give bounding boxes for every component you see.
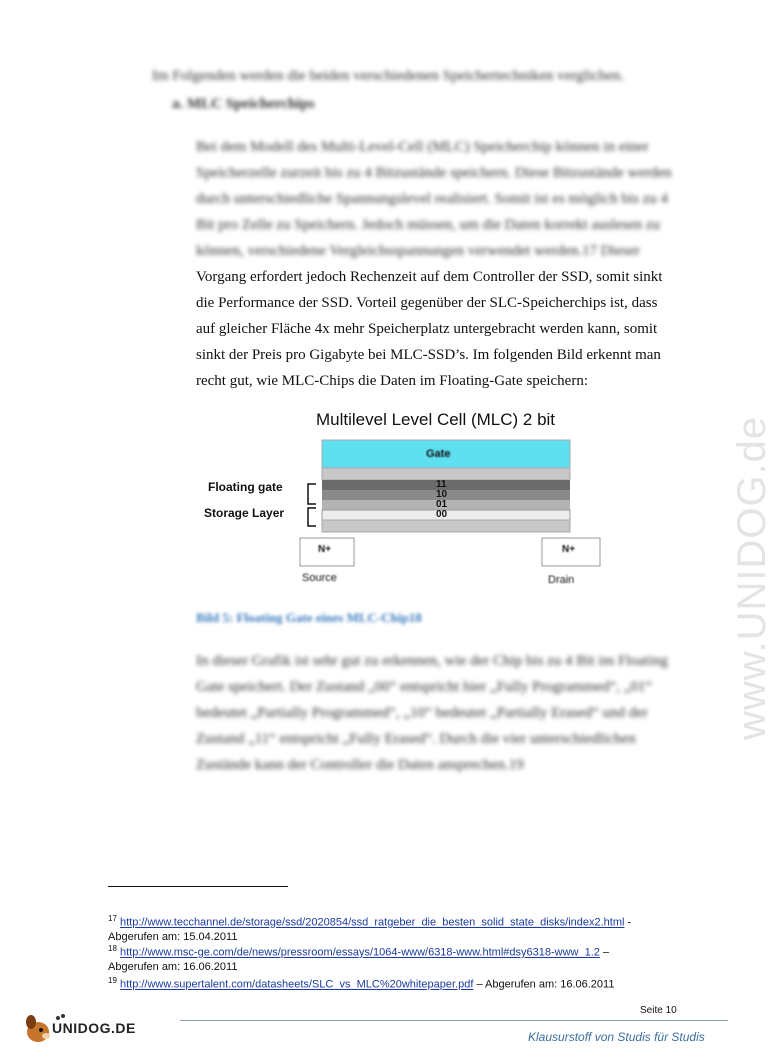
footnote-link[interactable]: http://www.msc-ge.com/de/news/pressroom/essays/1064-www/6318-www.html#dsy6318-www_1.2	[119, 946, 600, 959]
footnote-suffix: – Abgerufen am: 16.06.2011	[473, 978, 615, 991]
floating-gate-label: Floating gate	[208, 480, 283, 494]
level-01-label: 01	[436, 499, 448, 510]
footnote-19	[108, 974, 614, 992]
figure-caption: Bild 5: Floating Gate eines MLC-Chip18	[196, 610, 422, 625]
level-00-label: 00	[436, 509, 448, 520]
paragraph-mlc-visible	[196, 264, 678, 394]
text-line: recht gut, wie MLC-Chips die Daten im Floating-Gate speichern:	[196, 373, 588, 389]
logo-text: UNIDOG.DE	[52, 1020, 136, 1036]
gate-label: Gate	[426, 448, 451, 460]
source-box-label: N+	[318, 544, 332, 555]
text-line: auf gleicher Fläche 4x mehr Speicherplatz untergebracht werden kann, somit	[196, 321, 658, 337]
text-line: In dieser Grafik ist sehr gut zu erkennen, wie der Chip bis zu 4 Bit im Floating	[196, 653, 668, 669]
text-line: Speicherzelle zurzeit bis zu 4 Bitzustände speichern. Diese Bitzustände werden	[196, 165, 672, 181]
footnote-suffix: –	[599, 946, 610, 959]
floating-gate-bracket	[308, 484, 316, 504]
paragraph-figure-explanation	[196, 648, 678, 778]
drain-label: Drain	[548, 574, 575, 586]
text-line: Bei dem Modell des Multi-Level-Cell (MLC) Speicherchip können in einer	[196, 139, 649, 155]
text-line: durch unterschiedliche Spannungslevel realisiert. Somit ist es möglich bis zu 4	[196, 191, 668, 207]
figure-title: Multilevel Level Cell (MLC) 2 bit	[316, 410, 556, 429]
footer-slogan: Klausurstoff von Studis für Studis	[528, 1030, 705, 1044]
text-line: Gate speichert. Der Zustand „00“ entspricht hier „Fully Programmed“, „01“	[196, 679, 653, 695]
mlc-figure	[196, 404, 616, 594]
footnote-number: 19	[108, 976, 117, 985]
footnote-link[interactable]: http://www.tecchannel.de/storage/ssd/2020854/ssd_ratgeber_die_besten_solid_state_disks/index2.html	[119, 916, 625, 929]
footnote-date: Abgerufen am: 16.06.2011	[108, 960, 238, 973]
watermark-text: www.UNIDOG.de	[730, 415, 774, 740]
level-11-label: 11	[436, 479, 447, 490]
footnote-separator	[108, 886, 288, 887]
footer-rule	[180, 1020, 728, 1021]
footnote-number: 17	[108, 914, 117, 923]
paragraph-mlc-blurred	[196, 134, 678, 264]
footnote-suffix: -	[624, 916, 632, 929]
text-line: Zustände kann der Controller die Daten ansprechen.19	[196, 757, 524, 773]
intro-text: Im Folgenden werden die beiden verschiedenen Speichertechniken verglichen.	[152, 68, 625, 84]
level-10-label: 10	[436, 489, 448, 500]
drain-box-label: N+	[562, 544, 576, 555]
watermark	[690, 280, 774, 740]
text-line: Zustand „11“ entspricht „Fully Erased“. Durch die vier unterschiedlichen	[196, 731, 636, 747]
footnote-date: Abgerufen am: 15.04.2011	[108, 930, 238, 943]
text-line: bedeutet „Partially Programmed“, „10“ bedeutet „Partially Erased“ und der	[196, 705, 648, 721]
mlc-diagram	[196, 404, 616, 594]
text-line: können, verschiedene Vergleichsspannungen verwendet werden.17 Dieser	[196, 243, 640, 259]
text-line: Vorgang erfordert jedoch Rechenzeit auf dem Controller der SSD, somit sinkt	[196, 269, 663, 285]
footnote-18	[108, 942, 609, 974]
substrate-top	[322, 520, 570, 532]
storage-layer-bracket	[308, 508, 316, 526]
text-line: sinkt der Preis pro Gigabyte bei MLC-SSD’s. Im folgenden Bild erkennt man	[196, 347, 661, 363]
footnote-number: 18	[108, 944, 117, 953]
text-line: die Performance der SSD. Vorteil gegenüber der SLC-Speicherchips ist, dass	[196, 295, 658, 311]
section-heading-mlc: a. MLC Speicherchips	[172, 96, 315, 112]
source-label: Source	[302, 572, 337, 584]
footnote-link[interactable]: http://www.supertalent.com/datasheets/SLC_vs_MLC%20whitepaper.pdf	[119, 978, 474, 991]
text-line: Bit pro Zelle zu Speichern. Jedoch müssen, um die Daten korrekt auslesen zu	[196, 217, 661, 233]
footnote-17	[108, 912, 631, 944]
page-number: Seite 10	[640, 1005, 677, 1016]
storage-layer-label: Storage Layer	[204, 506, 285, 520]
